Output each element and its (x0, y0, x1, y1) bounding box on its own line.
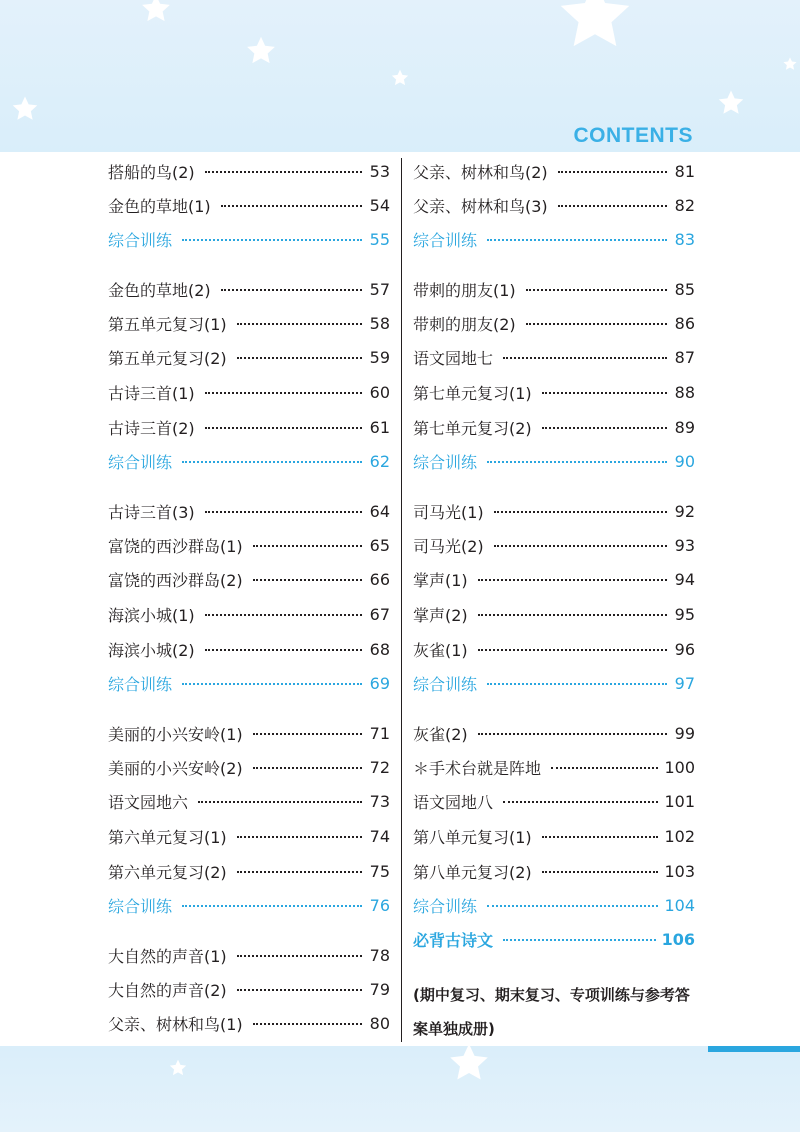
toc-dot-leader (487, 683, 667, 685)
toc-entry-title: 带刺的朋友(2) (413, 314, 516, 334)
toc-entry-page: 99 (674, 723, 695, 743)
toc-entry-title: 古诗三首(2) (108, 418, 195, 438)
toc-entry-title: 语文园地七 (413, 348, 494, 368)
toc-entry-title: 古诗三首(3) (108, 502, 195, 522)
toc-entry (108, 494, 390, 528)
toc-entry (413, 306, 695, 340)
toc-entry-page: 66 (369, 569, 390, 589)
toc-entry (108, 222, 390, 256)
toc-entry-page: 96 (674, 639, 695, 659)
toc-dot-leader (205, 392, 362, 394)
toc-entry (108, 154, 390, 188)
toc-entry-title: 综合训练 (108, 230, 173, 250)
star-icon (545, 0, 645, 58)
toc-entry-title: 美丽的小兴安岭(2) (108, 758, 243, 778)
toc-entry-title: 第五单元复习(1) (108, 314, 227, 334)
toc-entry-page: 100 (664, 757, 695, 777)
toc-dot-leader (558, 171, 667, 173)
toc-entry-page: 54 (369, 195, 390, 215)
toc-dot-leader (205, 427, 362, 429)
toc-dot-leader (253, 579, 362, 581)
toc-dot-leader (237, 955, 362, 957)
toc-dot-leader (182, 239, 362, 241)
toc-entry (108, 272, 390, 306)
toc-dot-leader (526, 323, 667, 325)
toc-entry (108, 1006, 390, 1040)
toc-entry-title: ＊手术台就是阵地 (413, 758, 542, 778)
toc-entry (413, 154, 695, 188)
star-icon (446, 1040, 492, 1086)
toc-entry-title: 古诗三首(1) (108, 383, 195, 403)
toc-entry-page: 101 (664, 791, 695, 811)
toc-entry (108, 972, 390, 1006)
toc-entry-page: 86 (674, 313, 695, 333)
toc-entry-title: 第六单元复习(2) (108, 862, 227, 882)
toc-entry (108, 375, 390, 409)
toc-entry (413, 819, 695, 853)
toc-entry-title: 父亲、树林和鸟(1) (108, 1014, 243, 1034)
star-icon (390, 68, 410, 88)
column-divider (401, 158, 402, 1042)
toc-dot-leader (542, 836, 659, 838)
toc-dot-leader (253, 1023, 362, 1025)
toc-entry-title: 综合训练 (413, 230, 478, 250)
toc-entry (413, 272, 695, 306)
toc-entry-title: 富饶的西沙群岛(2) (108, 570, 243, 590)
toc-entry (108, 750, 390, 784)
contents-heading: CONTENTS (573, 124, 693, 147)
toc-entry (108, 340, 390, 374)
toc-entry-title: 掌声(2) (413, 605, 468, 625)
toc-dot-leader (221, 205, 362, 207)
star-icon (244, 34, 278, 68)
toc-entry (413, 222, 695, 256)
toc-entry (413, 375, 695, 409)
toc-dot-leader (478, 614, 667, 616)
toc-dot-leader (542, 427, 667, 429)
toc-entry-title: 富饶的西沙群岛(1) (108, 536, 243, 556)
toc-entry-page: 71 (369, 723, 390, 743)
star-icon (168, 1058, 188, 1078)
toc-entry (413, 854, 695, 888)
toc-entry-page: 95 (674, 604, 695, 624)
toc-entry-title: 综合训练 (108, 896, 173, 916)
star-icon (10, 94, 40, 124)
toc-entry (108, 819, 390, 853)
toc-dot-leader (487, 905, 658, 907)
toc-dot-leader (551, 767, 658, 769)
toc-entry-title: 父亲、树林和鸟(2) (413, 162, 548, 182)
toc-dot-leader (221, 289, 362, 291)
toc-entry-page: 67 (369, 604, 390, 624)
toc-entry-title: 大自然的声音(1) (108, 946, 227, 966)
toc-entry-page: 87 (674, 347, 695, 367)
toc-entry-title: 大自然的声音(2) (108, 980, 227, 1000)
toc-entry-title: 司马光(2) (413, 536, 484, 556)
toc-entry-title: 搭船的鸟(2) (108, 162, 195, 182)
toc-dot-leader (237, 357, 362, 359)
toc-entry-title: 灰雀(1) (413, 640, 468, 660)
toc-entry (413, 528, 695, 562)
toc-dot-leader (526, 289, 667, 291)
toc-entry-page: 57 (369, 279, 390, 299)
toc-entry-page: 83 (674, 229, 695, 249)
toc-entry (413, 716, 695, 750)
toc-entry-title: 必背古诗文 (413, 930, 494, 950)
toc-entry-title: 带刺的朋友(1) (413, 280, 516, 300)
toc-entry (108, 306, 390, 340)
toc-entry (108, 632, 390, 666)
toc-entry-page: 53 (369, 161, 390, 181)
toc-entry (108, 528, 390, 562)
toc-entry (413, 597, 695, 631)
toc-entry-title: 美丽的小兴安岭(1) (108, 724, 243, 744)
toc-dot-leader (487, 239, 667, 241)
toc-entry-page: 88 (674, 382, 695, 402)
toc-entry-page: 55 (369, 229, 390, 249)
toc-entry-title: 综合训练 (108, 452, 173, 472)
toc-entry-title: 语文园地六 (108, 792, 189, 812)
toc-entry-page: 94 (674, 569, 695, 589)
toc-entry (413, 750, 695, 784)
toc-dot-leader (478, 733, 667, 735)
toc-entry (413, 922, 695, 956)
toc-entry-page: 74 (369, 826, 390, 846)
toc-entry (108, 888, 390, 922)
toc-entry (108, 854, 390, 888)
toc-entry-title: 灰雀(2) (413, 724, 468, 744)
toc-dot-leader (182, 683, 362, 685)
toc-entry-page: 78 (369, 945, 390, 965)
toc-entry-title: 父亲、树林和鸟(3) (413, 196, 548, 216)
toc-dot-leader (205, 511, 362, 513)
toc-entry-title: 第五单元复习(2) (108, 348, 227, 368)
toc-entry (108, 784, 390, 818)
booklet-note: (期中复习、期末复习、专项训练与参考答案单独成册) (413, 986, 690, 1038)
toc-dot-leader (503, 357, 667, 359)
toc-entry (413, 666, 695, 700)
toc-entry-title: 海滨小城(1) (108, 605, 195, 625)
toc-entry-title: 海滨小城(2) (108, 640, 195, 660)
toc-entry (413, 340, 695, 374)
toc-entry-page: 82 (674, 195, 695, 215)
toc-entry-page: 75 (369, 861, 390, 881)
toc-entry-page: 61 (369, 417, 390, 437)
toc-dot-leader (237, 323, 362, 325)
toc-entry-page: 104 (664, 895, 695, 915)
toc-entry (413, 444, 695, 478)
toc-entry-page: 80 (369, 1013, 390, 1033)
toc-dot-leader (542, 871, 659, 873)
toc-dot-leader (542, 392, 667, 394)
toc-dot-leader (503, 939, 656, 941)
star-icon (782, 56, 798, 72)
toc-entry-page: 85 (674, 279, 695, 299)
toc-dot-leader (237, 989, 362, 991)
star-icon (716, 88, 746, 118)
toc-entry-page: 59 (369, 347, 390, 367)
toc-entry-page: 72 (369, 757, 390, 777)
toc-entry-title: 综合训练 (108, 674, 173, 694)
toc-entry-page: 93 (674, 535, 695, 555)
toc-entry (413, 562, 695, 596)
toc-entry-title: 第七单元复习(1) (413, 383, 532, 403)
toc-dot-leader (558, 205, 667, 207)
toc-entry (413, 632, 695, 666)
toc-entry (108, 188, 390, 222)
toc-dot-leader (205, 171, 362, 173)
toc-entry-page: 76 (369, 895, 390, 915)
toc-entry-title: 第八单元复习(2) (413, 862, 532, 882)
toc-entry-title: 金色的草地(2) (108, 280, 211, 300)
toc-entry-page: 64 (369, 501, 390, 521)
toc-entry-page: 68 (369, 639, 390, 659)
toc-dot-leader (182, 461, 362, 463)
toc-dot-leader (205, 614, 362, 616)
toc-entry (108, 597, 390, 631)
toc-entry-page: 69 (369, 673, 390, 693)
toc-entry-title: 语文园地八 (413, 792, 494, 812)
toc-entry-page: 90 (674, 451, 695, 471)
toc-entry (108, 410, 390, 444)
toc-entry (413, 188, 695, 222)
toc-entry (413, 494, 695, 528)
toc-entry-page: 81 (674, 161, 695, 181)
toc-entry-page: 65 (369, 535, 390, 555)
toc-entry-page: 60 (369, 382, 390, 402)
toc-entry (413, 410, 695, 444)
toc-entry-title: 综合训练 (413, 452, 478, 472)
toc-entry-page: 79 (369, 979, 390, 999)
toc-entry-title: 掌声(1) (413, 570, 468, 590)
toc-entry (108, 716, 390, 750)
toc-dot-leader (478, 579, 667, 581)
toc-entry-title: 司马光(1) (413, 502, 484, 522)
toc-entry-title: 第六单元复习(1) (108, 827, 227, 847)
toc-entry (108, 562, 390, 596)
toc-entry (108, 444, 390, 478)
toc-dot-leader (494, 545, 667, 547)
star-icon (132, 0, 180, 26)
toc-entry-page: 89 (674, 417, 695, 437)
toc-entry-title: 金色的草地(1) (108, 196, 211, 216)
footer-band (0, 1046, 800, 1132)
toc-entry-title: 综合训练 (413, 674, 478, 694)
toc-dot-leader (253, 733, 362, 735)
toc-entry-title: 综合训练 (413, 896, 478, 916)
toc-entry-page: 103 (664, 861, 695, 881)
toc-dot-leader (237, 836, 362, 838)
toc-entry (108, 938, 390, 972)
toc-dot-leader (503, 801, 658, 803)
toc-entry-page: 58 (369, 313, 390, 333)
toc-entry-title: 第七单元复习(2) (413, 418, 532, 438)
toc-entry (413, 784, 695, 818)
toc-entry-page: 73 (369, 791, 390, 811)
toc-entry-title: 第八单元复习(1) (413, 827, 532, 847)
toc-entry-page: 106 (661, 929, 695, 949)
toc-entry-page: 92 (674, 501, 695, 521)
toc-dot-leader (253, 545, 362, 547)
toc-dot-leader (478, 649, 667, 651)
toc-dot-leader (487, 461, 667, 463)
toc-dot-leader (253, 767, 362, 769)
toc-dot-leader (182, 905, 362, 907)
toc-dot-leader (237, 871, 362, 873)
toc-dot-leader (494, 511, 667, 513)
toc-dot-leader (198, 801, 362, 803)
toc-entry-page: 62 (369, 451, 390, 471)
toc-entry (108, 666, 390, 700)
toc-dot-leader (205, 649, 362, 651)
footer-accent-bar (708, 1046, 800, 1052)
toc-entry-page: 102 (664, 826, 695, 846)
toc-entry (413, 888, 695, 922)
toc-entry-page: 97 (674, 673, 695, 693)
